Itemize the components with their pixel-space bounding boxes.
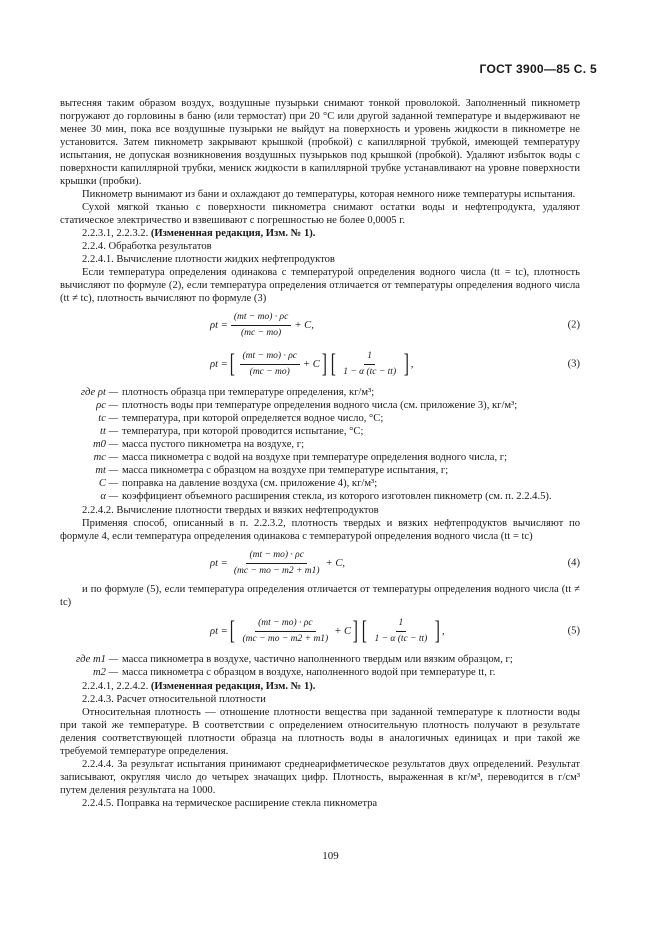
- formula-fraction: [340, 350, 399, 379]
- definitions-list: [60, 386, 580, 503]
- paragraph: 2.2.4.4. За результат испытания принимают среднеарифметическое результатов двух определений. Результат записывают, округляя число до четырех значащих цифр. Плотность, выраженная в кг/м³, переводится в г/см³ путем деления результата на 1000.: [60, 759, 580, 796]
- formula-fraction: [240, 617, 332, 646]
- section-heading: 2.2.4.2. Вычисление плотности твердых и вязких нефтепродуктов: [82, 505, 379, 516]
- section-heading: 2.2.4.5. Поправка на термическое расширение стекла пикнометра: [82, 798, 378, 809]
- formula-4: [60, 546, 580, 580]
- definition-item: α — коэффициент объемного расширения стекла, из которого изготовлен пикнометр (см. п. 2.2.4.5).: [100, 491, 552, 502]
- formula-tail: + C,: [294, 319, 314, 331]
- formula-lhs: ρt =: [210, 319, 228, 331]
- fraction-denominator: 1 − α (tc − tt): [343, 366, 397, 377]
- formula-number: (4): [567, 557, 580, 569]
- paragraph: Если температура определения одинакова с температурой определения водного числа (tt = tc), плотность вычисляют по формуле (2), если температура определения отличается от температуры определения водного числа (tt ≠ tc), плотность вычисляют по формуле (3): [60, 267, 580, 304]
- definition-item: mt — масса пикнометра с образцом на воздухе при температуре испытания, г;: [95, 465, 449, 476]
- definition-item: m2 — масса пикнометра с образцом в воздухе, наполненного водой при температуре tt, г.: [92, 667, 496, 678]
- fraction-numerator: 1: [364, 350, 375, 365]
- definition-item: где ρt — плотность образца при температуре определения, кг/м³;: [80, 387, 375, 398]
- formula-mid: + C: [303, 358, 320, 370]
- fraction-denominator: 1 − α (tc − tt): [374, 633, 428, 644]
- formula-2: [60, 308, 580, 342]
- section-heading: 2.2.4.1. Вычисление плотности жидких нефтепродуктов: [82, 254, 335, 265]
- paragraph: Сухой мягкой тканью с поверхности пикнометра снимают остатки воды и нефтепродукта, удаляют статическое электричество и взвешивают с погрешностью не более 0,0005 г.: [60, 202, 580, 226]
- paragraph: вытесняя таким образом воздух, воздушные пузырьки снимают тонкой проволокой. Заполненный пикнометр погружают до горловины в баню (или термостат) при 20 °С или другой заданной температуре и выдерживают не менее 30 мин, пока все воздушные пузырьки не выйдут на поверхность и уровень жидкости в пикнометре не установится. Затем пикнометр закрывают крышкой (пробкой) с капиллярной трубкой, имеющей температуру испытания, не допуская возникновения воздушных пузырьков под крышкой (пробкой). Удаляют избыток воды с поверхности капиллярной трубки, мениск жидкости в капиллярной трубке устанавливают на уровне поверхности крышки (пробки).: [60, 98, 580, 187]
- fraction-numerator: (mt − mo) · ρc: [255, 617, 316, 632]
- formula-number: (2): [567, 319, 580, 331]
- definition-item: mc — масса пикнометра с водой на воздухе при температуре определения водного числа, г;: [93, 452, 508, 463]
- formula-mid: + C: [334, 625, 352, 637]
- paragraph: Применяя способ, описанный в п. 2.2.3.2, плотность твердых и вязких нефтепродуктов вычисляют по формуле 4, если температура определения одинакова с температурой определения водного числа (tt = tc): [60, 518, 580, 542]
- formula-fraction: [240, 350, 301, 379]
- fraction-numerator: (mt − mo) · ρc: [240, 350, 301, 365]
- fraction-denominator: (mc − mo): [240, 327, 282, 338]
- formula-tail: + C,: [325, 557, 346, 569]
- formula-number: (3): [567, 358, 580, 370]
- fraction-numerator: 1: [396, 617, 407, 632]
- fraction-denominator: (mc − mo): [249, 366, 290, 377]
- formula-lhs: ρt =: [210, 557, 228, 569]
- amendment-text: (Измененная редакция, Изм. № 1).: [150, 681, 316, 692]
- formula-number: (5): [567, 625, 580, 637]
- amendment-note: [60, 227, 580, 240]
- definition-item: C — поправка на давление воздуха (см. приложение 4), кг/м³;: [98, 478, 378, 489]
- definition-item: tt — температура, при которой проводится испытание, °С;: [100, 426, 364, 437]
- paragraph: Относительная плотность — отношение плотности вещества при заданной температуре к плотности воды при такой же температуре. В соответствии с определением относительную плотность получают в результате деления соответствующей плотности образца на плотность воды в аналогичных единицах и при такой же требуемой температуре определения.: [60, 707, 580, 757]
- formula-lhs: ρt =: [210, 358, 228, 370]
- formula-fraction: [231, 549, 323, 578]
- formula-5: ρt = [ $\frac{(mt - mo) \cdot \rho c}{(mc - mo - m2 + m1)}$ + C ] [ $\frac{1}{1 - \alpha (tc - tt)}$ ] , (5): [210, 616, 580, 645]
- document-body: [60, 97, 580, 810]
- amendment-note: [60, 680, 580, 693]
- definition-item: m0 — масса пустого пикнометра на воздухе, г;: [92, 439, 305, 450]
- formula-3: ρt = [ $\frac{(mt - mo) \cdot \rho c}{(mc - mo)}$ + C ] [ $\frac{1}{1 - \alpha (tc - tt)}$ ] , (3): [210, 349, 580, 378]
- paragraph: Пикнометр вынимают из бани и охлаждают до температуры, которая немного ниже температуры испытания.: [82, 189, 576, 200]
- page-header: ГОСТ 3900—85 С. 5: [479, 62, 597, 76]
- definition-item: ρc — плотность воды при температуре определения водного числа (см. приложение 3), кг/м³;: [96, 400, 518, 411]
- page-number: 109: [322, 850, 339, 862]
- formula-fraction: [371, 617, 430, 646]
- formula-tail: ,: [442, 625, 445, 637]
- fraction-denominator: (mc − mo − m2 + m1): [242, 633, 329, 644]
- definitions-list: [60, 653, 580, 679]
- section-heading: 2.2.4.3. Расчет относительной плотности: [82, 694, 266, 705]
- formula-lhs: ρt =: [210, 625, 228, 637]
- formula-tail: ,: [410, 358, 414, 370]
- paragraph: и по формуле (5), если температура определения отличается от температуры определения водного числа (tt ≠ tc): [60, 584, 580, 608]
- fraction-numerator: (mt − mo) · ρc: [231, 311, 292, 326]
- amendment-ref: 2.2.3.1, 2.2.3.2.: [82, 228, 149, 239]
- formula-fraction: [231, 311, 292, 340]
- amendment-ref: 2.2.4.1, 2.2.4.2.: [82, 681, 149, 692]
- fraction-numerator: (mt − mo) · ρc: [246, 549, 307, 564]
- amendment-text: (Измененная редакция, Изм. № 1).: [150, 228, 316, 239]
- fraction-denominator: (mc − mo − m2 + m1): [233, 565, 320, 576]
- section-heading: 2.2.4. Обработка результатов: [82, 241, 212, 252]
- definition-item: где m1 — масса пикнометра в воздухе, частично наполненного твердым или вязким образцом, г;: [76, 654, 513, 665]
- definition-item: tc — температура, при которой определяется водное число, °С;: [98, 413, 384, 424]
